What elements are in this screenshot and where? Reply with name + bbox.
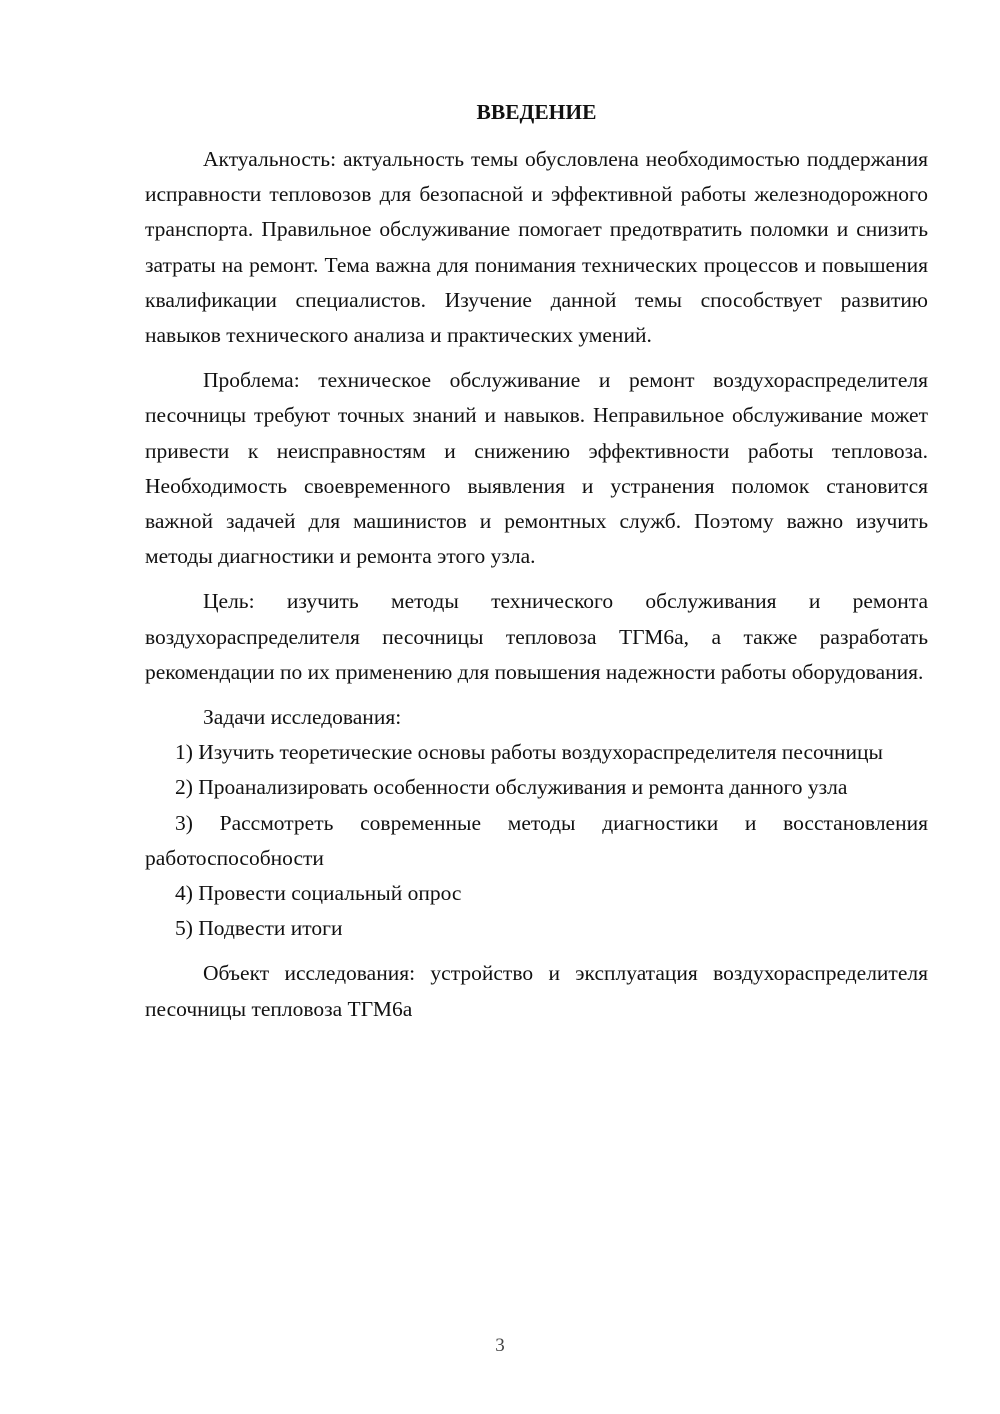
list-item: 1) Изучить теоретические основы работы воздухораспределителя песочницы (175, 740, 883, 765)
section-title: ВВЕДЕНИЕ (476, 100, 597, 124)
list-item: 4) Провести социальный опрос (175, 881, 462, 906)
list-item: 2) Проанализировать особенности обслуживания и ремонта данного узла (175, 775, 848, 800)
relevance-paragraph: Актуальность: актуальность темы обусловлена необходимостью поддержания исправности тепловозов для безопасной и эффективной работы железнодорожного транспорта. Правильное обслуживание помогает предотвратить поломки и снизить затраты на ремонт. Тема важна для понимания технических процессов и повышения квалификации специалистов. Изучение данной темы способствует развитию навыков технического анализа и практических умений. (145, 147, 928, 348)
document-page (145, 95, 928, 1027)
problem-paragraph: Проблема: техническое обслуживание и ремонт воздухораспределителя песочницы требуют точных знаний и навыков. Неправильное обслуживание может привести к неисправностям и снижению эффективности работы тепловоза. Необходимость своевременного выявления и устранения поломок становится важной задачей для машинистов и ремонтных служб. Поэтому важно изучить методы диагностики и ремонта этого узла. (145, 368, 928, 569)
list-item: 3) Рассмотреть современные методы диагностики и восстановления работоспособности (145, 810, 928, 870)
object-paragraph: Объект исследования: устройство и эксплуатация воздухораспределителя песочницы тепловоза ТГМ6а (145, 961, 928, 1021)
goal-paragraph: Цель: изучить методы технического обслуживания и ремонта воздухораспределителя песочницы тепловоза ТГМ6а, а также разработать рекомендации по их применению для повышения надежности работы оборудования. (145, 589, 928, 684)
tasks-heading: Задачи исследования: (203, 705, 402, 730)
page-number: 3 (495, 1335, 505, 1356)
tasks-list (145, 735, 928, 946)
list-item: 5) Подвести итоги (175, 916, 343, 941)
